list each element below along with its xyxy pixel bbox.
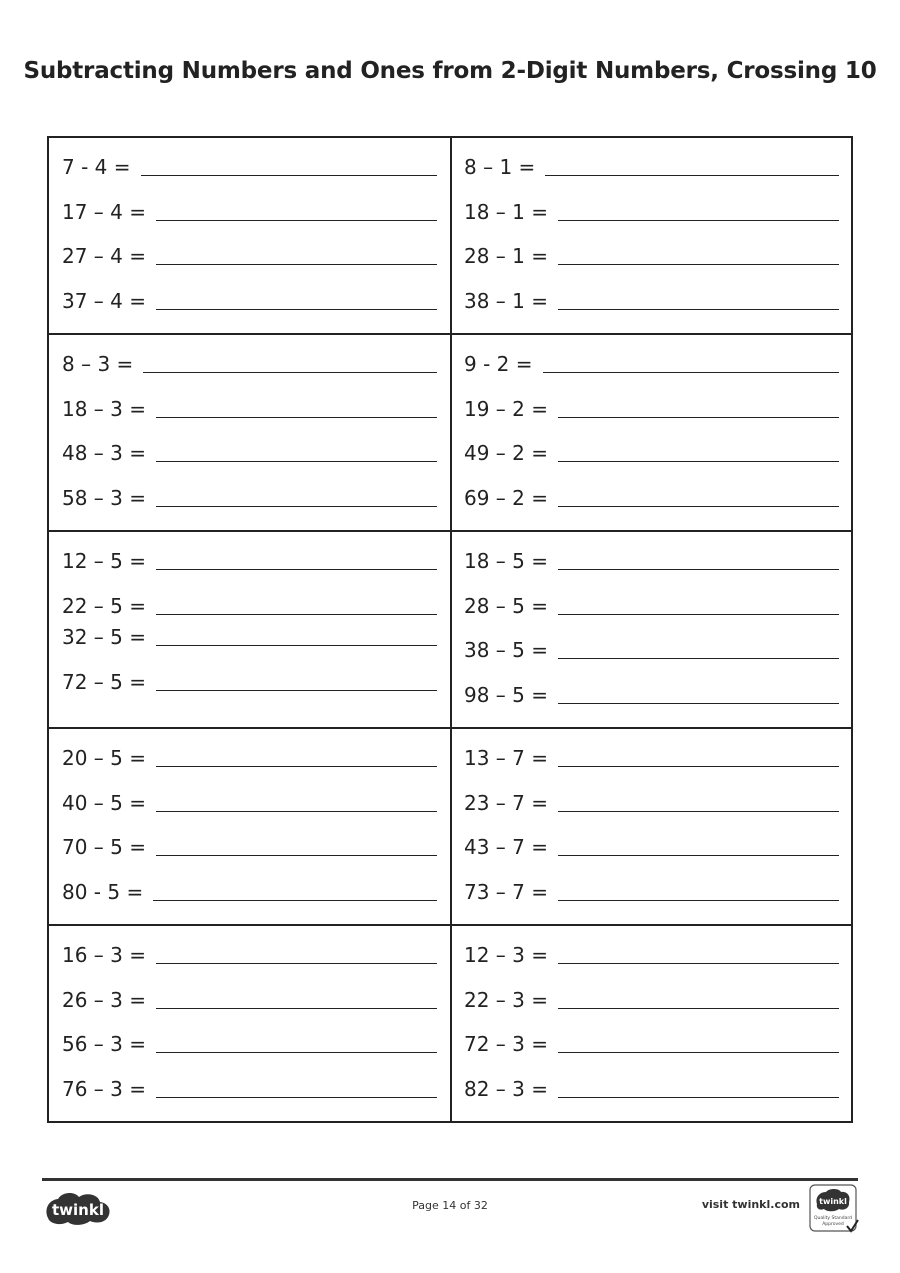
- problem-row: [62, 392, 146, 422]
- problem-row: [62, 938, 146, 968]
- problem-row: [62, 875, 143, 905]
- problem-row: [62, 620, 146, 650]
- problem-row: [464, 938, 548, 968]
- answer-line[interactable]: [558, 309, 839, 310]
- answer-line[interactable]: [558, 264, 839, 265]
- svg-text:Approved: Approved: [822, 1222, 844, 1227]
- problem-row: [62, 239, 146, 269]
- answer-line[interactable]: [156, 811, 437, 812]
- section-divider: [49, 727, 851, 729]
- answer-line[interactable]: [141, 175, 437, 176]
- problem-row: [62, 786, 146, 816]
- problem-equation: 18 – 1 =: [464, 199, 549, 224]
- problem-equation: 70 – 5 =: [62, 835, 147, 860]
- problem-row: [464, 830, 548, 860]
- answer-line[interactable]: [558, 569, 839, 570]
- problem-row: [464, 589, 548, 619]
- answer-line[interactable]: [156, 461, 437, 462]
- answer-line[interactable]: [558, 766, 839, 767]
- problem-row: [464, 1072, 548, 1102]
- answer-line[interactable]: [156, 855, 437, 856]
- answer-line[interactable]: [156, 1097, 437, 1098]
- answer-line[interactable]: [153, 900, 437, 901]
- problem-equation: 48 – 3 =: [62, 441, 147, 466]
- problem-equation: 73 – 7 =: [464, 879, 549, 904]
- problem-equation: 98 – 5 =: [464, 683, 549, 707]
- problem-equation: 23 – 7 =: [464, 790, 549, 815]
- problem-row: [464, 786, 548, 816]
- answer-line[interactable]: [545, 175, 839, 176]
- answer-line[interactable]: [558, 1097, 839, 1098]
- problem-equation: 32 – 5 =: [62, 625, 147, 649]
- answer-line[interactable]: [558, 855, 839, 856]
- problem-equation: 27 – 4 =: [62, 244, 147, 269]
- problem-equation: 7 - 4 =: [62, 155, 131, 179]
- answer-line[interactable]: [156, 417, 437, 418]
- problem-row: [464, 239, 548, 269]
- problem-row: [62, 150, 131, 180]
- problem-row: [464, 195, 548, 225]
- problem-equation: 13 – 7 =: [464, 746, 549, 770]
- problem-equation: 38 – 1 =: [464, 288, 549, 313]
- problem-equation: 22 – 3 =: [464, 987, 549, 1012]
- problem-equation: 69 – 2 =: [464, 485, 549, 510]
- problem-row: [62, 347, 133, 377]
- answer-line[interactable]: [156, 766, 437, 767]
- svg-text:twinkl: twinkl: [819, 1197, 847, 1206]
- problem-equation: 17 – 4 =: [62, 199, 147, 224]
- answer-line[interactable]: [156, 506, 437, 507]
- problem-equation: 8 – 3 =: [62, 352, 134, 376]
- problem-equation: 28 – 5 =: [464, 593, 549, 618]
- problem-row: [62, 1072, 146, 1102]
- answer-line[interactable]: [558, 658, 839, 659]
- page-title: Subtracting Numbers and Ones from 2-Digit Numbers, Crossing 10: [23, 58, 877, 84]
- answer-line[interactable]: [156, 963, 437, 964]
- problem-row: [464, 347, 533, 377]
- problem-equation: 20 – 5 =: [62, 746, 147, 770]
- problem-row: [62, 481, 146, 511]
- problem-row: [62, 741, 146, 771]
- page-number: Page 14 of 32: [412, 1199, 488, 1212]
- answer-line[interactable]: [156, 1052, 437, 1053]
- problem-equation: 12 – 5 =: [62, 549, 147, 573]
- worksheet-grid: [47, 136, 853, 1123]
- section-divider: [49, 333, 851, 335]
- section-divider: [49, 924, 851, 926]
- problem-equation: 18 – 5 =: [464, 549, 549, 573]
- answer-line[interactable]: [143, 372, 437, 373]
- answer-line[interactable]: [543, 372, 839, 373]
- answer-line[interactable]: [558, 614, 839, 615]
- problem-row: [464, 633, 548, 663]
- answer-line[interactable]: [558, 1008, 839, 1009]
- problem-row: [62, 544, 146, 574]
- problem-row: [464, 1027, 548, 1057]
- answer-line[interactable]: [156, 645, 437, 646]
- problem-equation: 26 – 3 =: [62, 987, 147, 1012]
- problem-equation: 16 – 3 =: [62, 943, 147, 967]
- answer-line[interactable]: [558, 811, 839, 812]
- problem-equation: 18 – 3 =: [62, 396, 147, 421]
- section-divider: [49, 530, 851, 532]
- answer-line[interactable]: [156, 569, 437, 570]
- visit-link[interactable]: visit twinkl.com: [701, 1198, 800, 1211]
- problem-equation: 40 – 5 =: [62, 790, 147, 815]
- problem-row: [464, 983, 548, 1013]
- problem-row: [464, 544, 548, 574]
- problem-equation: 38 – 5 =: [464, 638, 549, 662]
- logo-text: twinkl: [52, 1201, 104, 1219]
- problem-row: [62, 195, 146, 225]
- answer-line[interactable]: [558, 461, 839, 462]
- problem-row: [62, 284, 146, 314]
- problem-row: [62, 589, 146, 619]
- problem-equation: 19 – 2 =: [464, 396, 549, 421]
- problem-equation: 82 – 3 =: [464, 1076, 549, 1101]
- problem-equation: 76 – 3 =: [62, 1076, 147, 1101]
- problem-row: [62, 436, 146, 466]
- column-divider: [450, 138, 452, 1121]
- footer-rule: [42, 1178, 858, 1181]
- problem-equation: 58 – 3 =: [62, 485, 147, 510]
- problem-row: [464, 875, 548, 905]
- answer-line[interactable]: [156, 264, 437, 265]
- answer-line[interactable]: [156, 690, 437, 691]
- problem-equation: 22 – 5 =: [62, 593, 147, 618]
- quality-badge-icon: [809, 1184, 859, 1234]
- problem-equation: 49 – 2 =: [464, 441, 549, 466]
- problem-equation: 72 – 5 =: [62, 670, 147, 694]
- problem-equation: 37 – 4 =: [62, 288, 147, 313]
- problem-equation: 28 – 1 =: [464, 244, 549, 269]
- answer-line[interactable]: [558, 506, 839, 507]
- problem-equation: 56 – 3 =: [62, 1032, 147, 1057]
- answer-line[interactable]: [156, 220, 437, 221]
- problem-row: [62, 665, 146, 695]
- problem-equation: 80 - 5 =: [62, 879, 144, 904]
- problem-row: [464, 150, 535, 180]
- problem-row: [62, 1027, 146, 1057]
- problem-row: [464, 436, 548, 466]
- problem-row: [62, 983, 146, 1013]
- answer-line[interactable]: [558, 900, 839, 901]
- answer-line[interactable]: [558, 417, 839, 418]
- problem-row: [62, 830, 146, 860]
- problem-row: [464, 481, 548, 511]
- answer-line[interactable]: [558, 963, 839, 964]
- problem-equation: 72 – 3 =: [464, 1032, 549, 1057]
- svg-text:Quality Standard: Quality Standard: [814, 1216, 852, 1221]
- problem-row: [464, 284, 548, 314]
- problem-equation: 8 – 1 =: [464, 155, 536, 179]
- answer-line[interactable]: [156, 1008, 437, 1009]
- problem-equation: 9 - 2 =: [464, 352, 533, 376]
- answer-line[interactable]: [156, 614, 437, 615]
- answer-line[interactable]: [558, 220, 839, 221]
- problem-equation: 43 – 7 =: [464, 835, 549, 860]
- answer-line[interactable]: [558, 1052, 839, 1053]
- problem-row: [464, 678, 548, 708]
- problem-row: [464, 392, 548, 422]
- answer-line[interactable]: [156, 309, 437, 310]
- problem-equation: 12 – 3 =: [464, 943, 549, 967]
- problem-row: [464, 741, 548, 771]
- answer-line[interactable]: [558, 703, 839, 704]
